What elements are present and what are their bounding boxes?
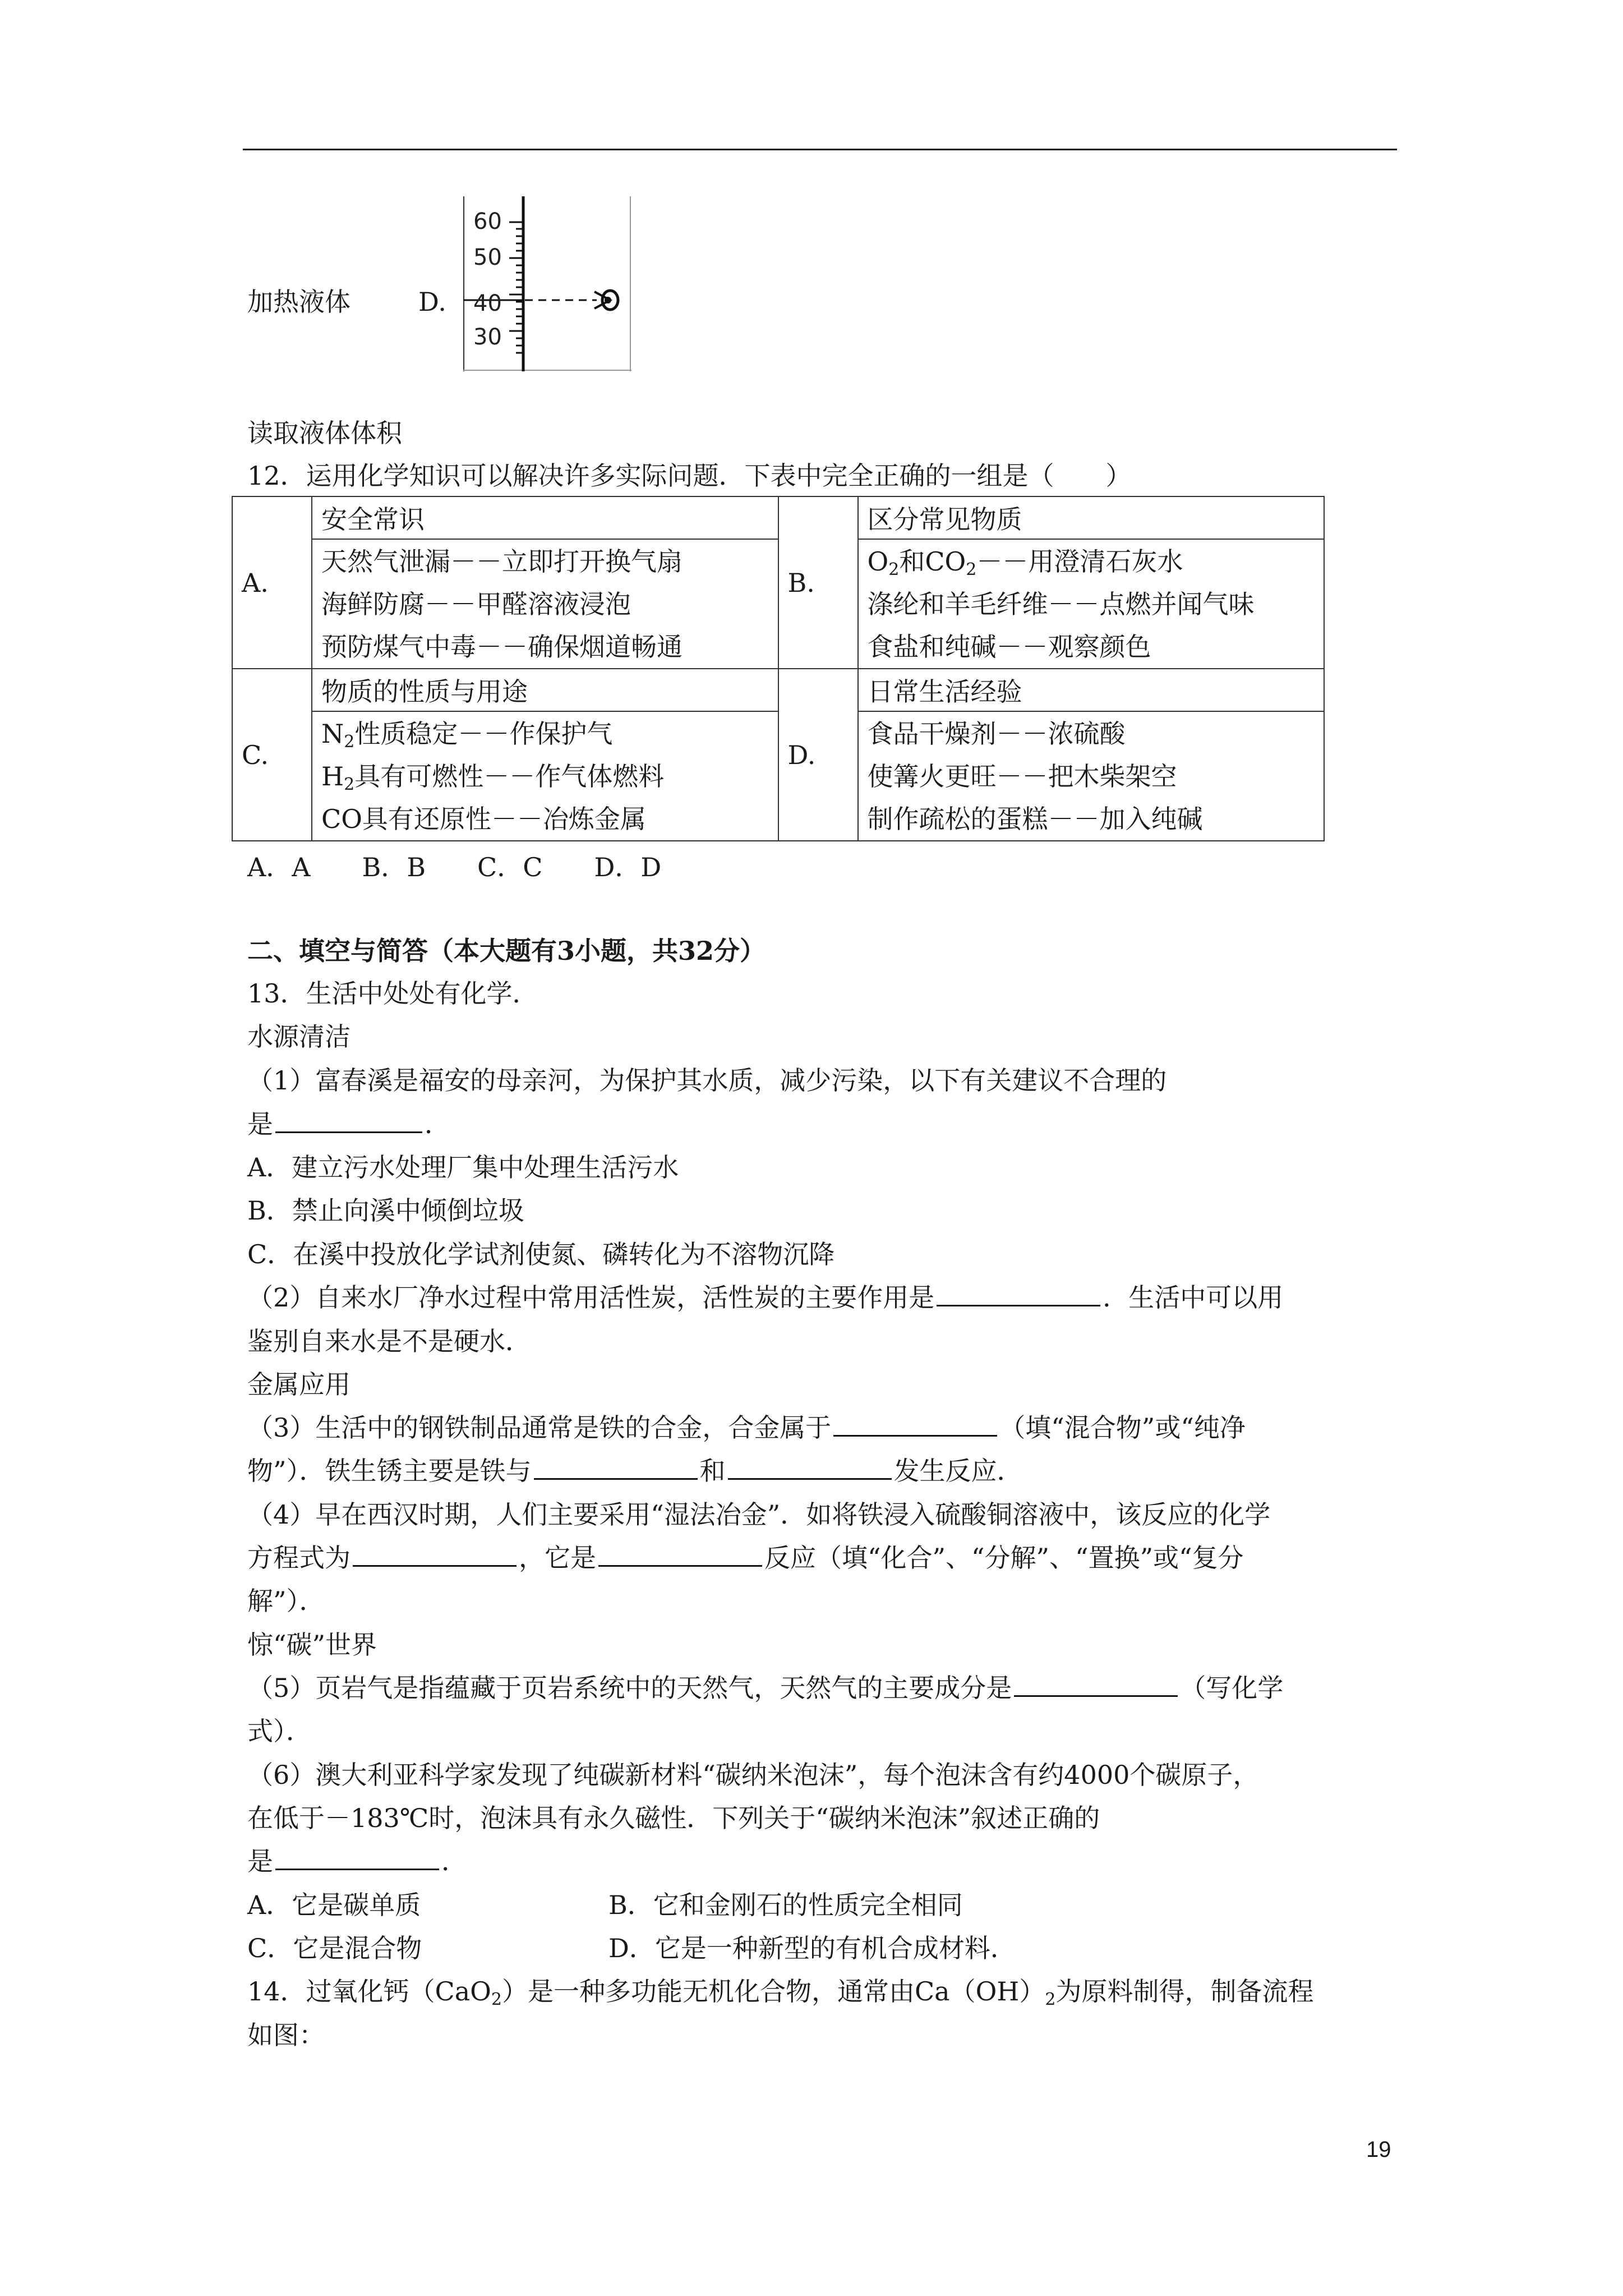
choice-b: B．它和金刚石的性质完全相同: [608, 1890, 963, 1920]
cylinder-tick-label: 50: [473, 245, 502, 270]
question-14-stem: 14．过氧化钙（CaO$_2$）是一种多功能无机化合物，通常由$Ca(OH)_2$为原料制得，制备流程: [247, 1976, 1314, 2009]
answer-blank[interactable]: [833, 1412, 997, 1437]
table-line: 预防煤气中毒－－确保烟道畅通: [321, 631, 683, 662]
option-d-label: D.: [418, 287, 446, 317]
question-12-options: A．A B．B C．C D．D: [247, 852, 662, 882]
choice-c: C．在溪中投放化学试剂使氮、磷转化为不溶物沉降: [247, 1239, 835, 1269]
table-line: 制作疏松的蛋糕－－加入纯碱: [867, 803, 1203, 834]
question-13-part-4-end: 解”）．: [247, 1586, 325, 1616]
option-d-caption: 读取液体体积: [247, 418, 402, 448]
question-13-part-4-cont: 方程式为 ，它是 反应（填“化合”、“分解”、“置换”或“复分: [247, 1543, 1244, 1573]
table-cell-body-c: [312, 711, 778, 841]
answer-blank[interactable]: [1014, 1673, 1178, 1697]
subsection-title: 惊“碳”世界: [247, 1630, 377, 1660]
choice-a: A．建立污水处理厂集中处理生活污水: [247, 1152, 679, 1182]
table-cell-label-a: A.: [232, 496, 312, 669]
question-12-stem: 12．运用化学知识可以解决许多实际问题．下表中完全正确的一组是（ ）: [247, 461, 1132, 491]
table-line: 食盐和纯碱－－观察颜色: [867, 631, 1151, 662]
question-14-stem-cont: 如图：: [247, 2020, 325, 2050]
table-line: $H_2$具有可燃性－－作气体燃料: [321, 761, 665, 794]
page-number: 19: [1366, 2137, 1391, 2162]
question-13-part-6-blank-line: 是 ．: [247, 1846, 467, 1876]
choice-c: C．它是混合物: [247, 1933, 422, 1963]
answer-blank[interactable]: [275, 1846, 439, 1870]
question-13-part-6: （6）澳大利亚科学家发现了纯碳新材料“碳纳米泡沫”，每个泡沫含有约4000个碳原子，: [247, 1760, 1259, 1790]
table-line: 天然气泄漏－－立即打开换气扇: [321, 546, 683, 577]
question-13-stem: 13．生活中处处有化学．: [247, 978, 538, 1009]
table-cell-body-a: [312, 539, 778, 669]
subsection-title: 水源清洁: [247, 1022, 351, 1052]
table-line: 使篝火更旺－－把木柴架空: [867, 761, 1177, 792]
choice-a: A．它是碳单质: [247, 1890, 421, 1920]
option-c-caption: 加热液体: [247, 287, 351, 317]
table-cell-title-d: 日常生活经验: [858, 669, 1325, 711]
answer-blank[interactable]: [353, 1543, 517, 1567]
answer-blank[interactable]: [728, 1456, 892, 1480]
cylinder-tick-label: 60: [473, 209, 502, 234]
cylinder-tick-label: 40: [473, 291, 502, 316]
answer-blank[interactable]: [937, 1282, 1100, 1306]
table-cell-label-d: D.: [778, 669, 858, 841]
table-line: 涤纶和羊毛纤维－－点燃并闻气味: [867, 588, 1255, 619]
table-cell-label-c: C.: [232, 669, 312, 841]
question-13-part-4: （4）早在西汉时期，人们主要采用“湿法冶金”．如将铁浸入硫酸铜溶液中，该反应的化学: [247, 1499, 1271, 1530]
graduated-cylinder-figure: [463, 196, 631, 371]
choice-d: D．它是一种新型的有机合成材料．: [608, 1933, 1016, 1963]
cylinder-tick-label: 30: [473, 324, 502, 350]
answer-blank[interactable]: [598, 1543, 762, 1567]
question-13-part-2-cont: 鉴别自来水是不是硬水．: [247, 1326, 531, 1356]
question-13-part-1-blank-line: 是 ．: [247, 1109, 450, 1139]
table-cell-body-b: [858, 539, 1325, 669]
table-line: $O_2$和$CO_2--$用澄清石灰水: [867, 546, 1183, 579]
table-cell-body-d: [858, 711, 1325, 841]
question-13-part-5-cont: 式）．: [247, 1716, 312, 1746]
question-13-part-3: （3）生活中的钢铁制品通常是铁的合金，合金属于 （填“混合物”或“纯净: [247, 1412, 1246, 1443]
table-line: CO具有还原性－－冶炼金属: [321, 803, 646, 834]
question-13-part-2: （2）自来水厂净水过程中常用活性炭，活性炭的主要作用是 ．生活中可以用: [247, 1282, 1284, 1313]
table-cell-title-a: 安全常识: [312, 496, 778, 539]
table-line: 食品干燥剂－－浓硫酸: [867, 718, 1126, 749]
choice-b: B．禁止向溪中倾倒垃圾: [247, 1195, 524, 1226]
question-12-table: [232, 496, 1325, 841]
question-13-part-3-cont: 物”）．铁生锈主要是铁与 和 发生反应．: [247, 1456, 1023, 1486]
question-13-part-5: （5）页岩气是指蕴藏于页岩系统中的天然气，天然气的主要成分是 （写化学: [247, 1673, 1284, 1703]
question-13-part-6-cont: 在低于－183℃时，泡沫具有永久磁性．下列关于“碳纳米泡沫”叙述正确的: [247, 1803, 1100, 1833]
table-cell-title-b: 区分常见物质: [858, 496, 1325, 539]
answer-blank[interactable]: [534, 1456, 698, 1480]
answer-blank[interactable]: [275, 1109, 422, 1133]
table-cell-title-c: 物质的性质与用途: [312, 669, 778, 711]
header-rule: [243, 149, 1397, 150]
table-line: $N_2$性质稳定－－作保护气: [321, 718, 613, 752]
question-13-part-1: （1）富春溪是福安的母亲河，为保护其水质，减少污染，以下有关建议不合理的: [247, 1065, 1167, 1096]
section-heading: 二、填空与简答（本大题有3小题，共32分）: [247, 936, 766, 966]
table-line: 海鲜防腐－－甲醛溶液浸泡: [321, 588, 631, 619]
table-cell-label-b: B.: [778, 496, 858, 669]
subsection-title: 金属应用: [247, 1369, 351, 1400]
